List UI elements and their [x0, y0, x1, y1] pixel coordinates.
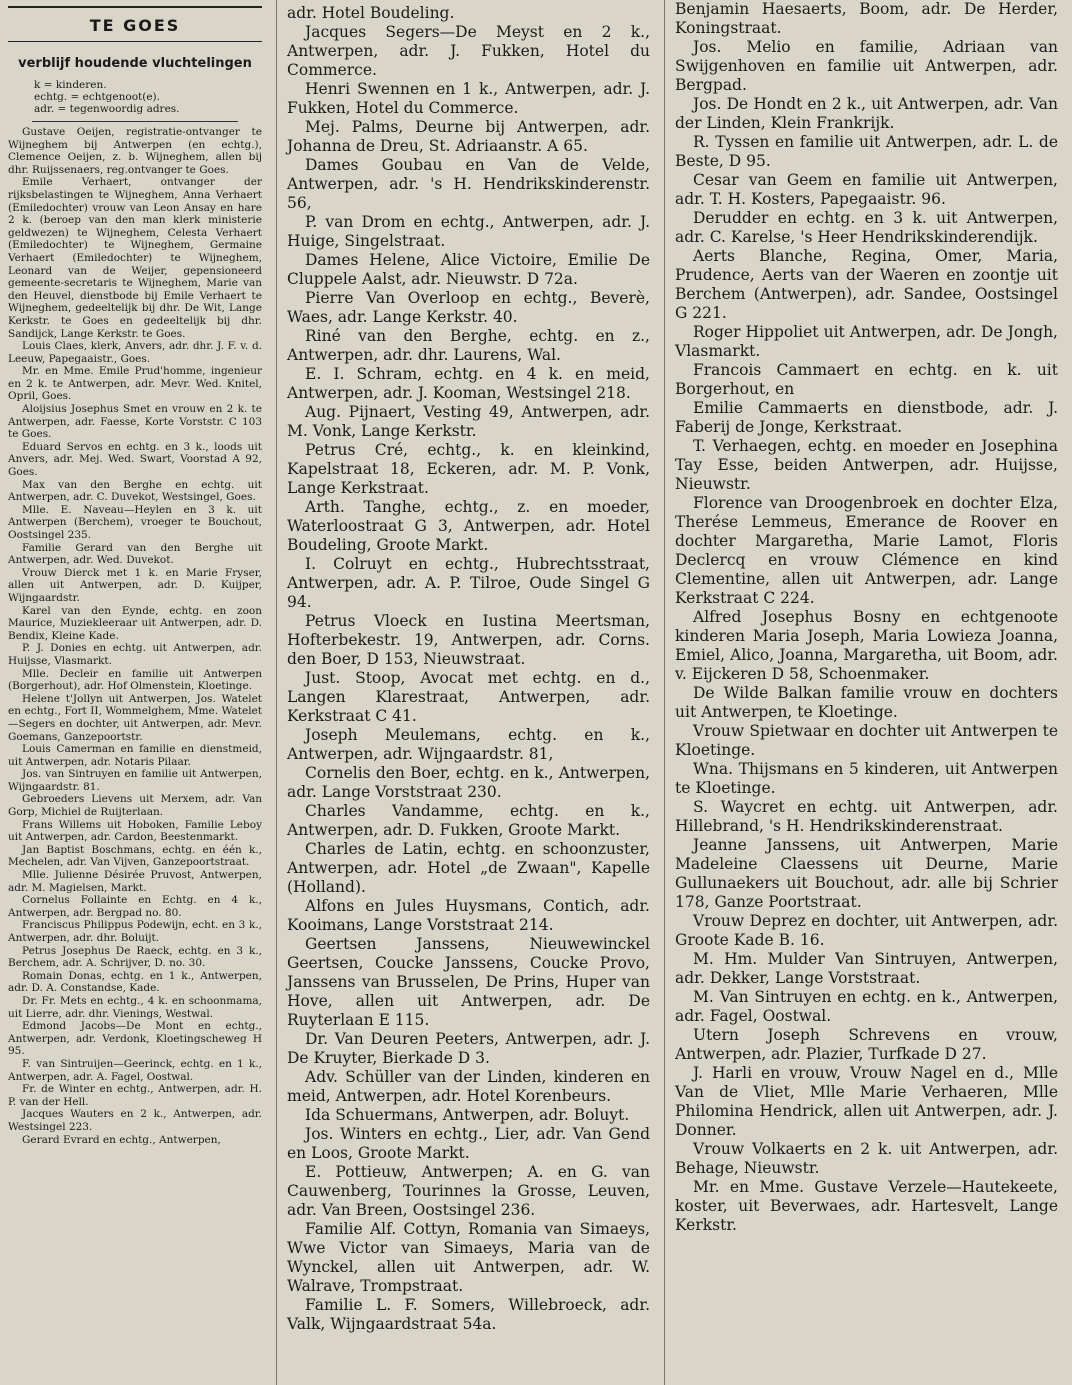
- list-item: Derudder en echtg. en 3 k. uit Antwerpen, adr. C. Karelse, 's Heer Hendrikskinderendijk.: [675, 209, 1058, 246]
- list-item: Max van den Berghe en echtg. uit Antwerpen, adr. C. Duvekot, Westsingel, Goes.: [8, 478, 262, 504]
- list-item: Francois Cammaert en echtg. en k. uit Borgerhout, en: [675, 361, 1058, 398]
- list-item: Roger Hippoliet uit Antwerpen, adr. De Jongh, Vlasmarkt.: [675, 323, 1058, 360]
- list-item: Utern Joseph Schrevens en vrouw, Antwerpen, adr. Plazier, Turfkade D 27.: [675, 1026, 1058, 1063]
- list-item: Louis Claes, klerk, Anvers, adr. dhr. J. F. v. d. Leeuw, Papegaaistr., Goes.: [8, 340, 262, 365]
- list-item: Vrouw Deprez en dochter, uit Antwerpen, adr. Groote Kade B. 16.: [675, 912, 1058, 949]
- column-1: [4, 0, 270, 1385]
- list-item: Mej. Palms, Deurne bij Antwerpen, adr. Johanna de Dreu, St. Adriaanstr. A 65.: [287, 118, 650, 155]
- list-item: Arth. Tanghe, echtg., z. en moeder, Waterloostraat G 3, Antwerpen, adr. Hotel Boudeling, Groote Markt.: [287, 498, 650, 554]
- list-item: Edmond Jacobs—De Mont en echtg., Antwerpen, adr. Verdonk, Kloetingscheweg H 95.: [8, 1020, 262, 1058]
- list-item: Dames Helene, Alice Victoire, Emilie De Cluppele Aalst, adr. Nieuwstr. D 72a.: [287, 251, 650, 288]
- list-item: Jacques Segers—De Meyst en 2 k., Antwerpen, adr. J. Fukken, Hotel du Commerce.: [287, 23, 650, 79]
- list-item: Pierre Van Overloop en echtg., Beverè, Waes, adr. Lange Kerkstr. 40.: [287, 289, 650, 326]
- list-item: Jos. van Sintruyen en familie uit Antwerpen, Wijngaardstr. 81.: [8, 768, 262, 793]
- column-2: [276, 0, 660, 1385]
- list-item: Ida Schuermans, Antwerpen, adr. Boluyt.: [305, 1106, 630, 1124]
- list-item: P. J. Donies en echtg. uit Antwerpen, adr. Huijsse, Vlasmarkt.: [8, 642, 262, 667]
- list-item: Benjamin Haesaerts, Boom, adr. De Herder, Koningstraat.: [675, 0, 1058, 37]
- entries-list: [8, 126, 262, 1146]
- list-item: Emile Verhaert, ontvanger der rijksbelastingen te Wijneghem, Anna Verhaert (Emiledochter) vrouw van Leon Ansay en hare 2 k. (beroep van den man klerk ministerie geldwezen) te Wijneghem, Celesta Verhaert (Emiledochter) te Wijneghem, Germaine Verhaert (Emiledochter) te Wijneghem, Leonard van de Weijer, gepensioneerd gemeente-secretaris te Wijneghem, Marie van den Heuvel, dienstbode bij Emile Verhaert te Wijneghem, gedeeltelijk bij dhr. De Wit, Lange Kerkstr. te Goes en gedeeltelijk bij dhr. Sandijck, Lange Kerkstr. te Goes.: [8, 176, 262, 340]
- list-item: Wna. Thijsmans en 5 kinderen, uit Antwerpen te Kloetinge.: [675, 760, 1058, 797]
- list-item: Louis Camerman en familie en dienstmeid, uit Antwerpen, adr. Notaris Pilaar.: [8, 743, 262, 768]
- list-item: Henri Swennen en 1 k., Antwerpen, adr. J. Fukken, Hotel du Commerce.: [287, 80, 650, 117]
- list-item: Jos. De Hondt en 2 k., uit Antwerpen, adr. Van der Linden, Klein Frankrijk.: [675, 95, 1058, 132]
- column-3: [664, 0, 1068, 1385]
- list-item: Petrus Cré, echtg., k. en kleinkind, Kapelstraat 18, Eckeren, adr. M. P. Vonk, Lange Kerkstraat.: [287, 441, 650, 497]
- list-item: T. Verhaegen, echtg. en moeder en Josephina Tay Esse, beiden Antwerpen, adr. Huijsse, Nieuwstr.: [675, 437, 1058, 493]
- list-item: Karel van den Eynde, echtg. en zoon Maurice, Muziekleeraar uit Antwerpen, adr. D. Bendix, Kleine Kade.: [8, 604, 262, 642]
- legend-item: adr. = tegenwoordig adres.: [34, 103, 180, 115]
- list-item: J. Harli en vrouw, Vrouw Nagel en d., Mlle Van de Vliet, Mlle Marie Verhaeren, Mlle Philomina Hendrick, allen uit Antwerpen, adr. J. Donner.: [675, 1064, 1058, 1139]
- list-item: De Wilde Balkan familie vrouw en dochters uit Antwerpen, te Kloetinge.: [675, 684, 1058, 721]
- entries-list: [675, 0, 1058, 1235]
- list-item: Mlle. Julienne Désirée Pruvost, Antwerpen, adr. M. Magielsen, Markt.: [8, 869, 262, 894]
- list-item: Cornelis den Boer, echtg. en k., Antwerpen, adr. Lange Vorststraat 230.: [287, 764, 650, 801]
- list-item: Riné van den Berghe, echtg. en z., Antwerpen, adr. dhr. Laurens, Wal.: [287, 327, 650, 364]
- list-item: Geertsen Janssens, Nieuwewinckel Geertsen, Coucke Janssens, Coucke Provo, Janssens van Brusselen, De Prins, Huper van Hove, allen uit Antwerpen, adr. De Ruyterlaan E 115.: [287, 935, 650, 1029]
- list-item: Alfred Josephus Bosny en echtgenoote kinderen Maria Joseph, Maria Lowieza Joanna, Emiel, Alico, Joanna, Margaretha, uit Boom, adr. v. Eijckeren D 58, Schoenmaker.: [675, 608, 1058, 683]
- list-item: Fr. de Winter en echtg., Antwerpen, adr. H. P. van der Hell.: [8, 1083, 262, 1108]
- list-item: Dr. Van Deuren Peeters, Antwerpen, adr. J. De Kruyter, Bierkade D 3.: [287, 1030, 650, 1067]
- list-item: Jeanne Janssens, uit Antwerpen, Marie Madeleine Claessens uit Deurne, Marie Gullunaekers uit Bouchout, adr. alle bij Schrier 178, Ganze Poortstraat.: [675, 836, 1058, 911]
- list-item: Gustave Oeijen, registratie-ontvanger te Wijneghem bij Antwerpen (en echtg.), Clemence Oeijen, z. b. Wijneghem, allen bij dhr. Ruijssenaers, reg.ontvanger te Goes.: [8, 126, 262, 176]
- list-item: S. Waycret en echtg. uit Antwerpen, adr. Hillebrand, 's H. Hendrikskinderenstraat.: [675, 798, 1058, 835]
- list-item: Helene t'Jollyn uit Antwerpen, Jos. Watelet en echtg., Fort II, Wommelghem, Mme. Watelet—Segers en dochter, uit Antwerpen, adr. Mevr. Goemans, Ganzepoortstr.: [8, 692, 262, 743]
- list-item: M. Van Sintruyen en echtg. en k., Antwerpen, adr. Fagel, Oostwal.: [675, 988, 1058, 1025]
- list-item: R. Tyssen en familie uit Antwerpen, adr. L. de Beste, D 95.: [675, 133, 1058, 170]
- list-item: Aug. Pijnaert, Vesting 49, Antwerpen, adr. M. Vonk, Lange Kerkstr.: [287, 403, 650, 440]
- list-item: Dr. Fr. Mets en echtg., 4 k. en schoonmama, uit Lierre, adr. dhr. Vienings, Westwal.: [8, 994, 262, 1020]
- list-item: Adv. Schüller van der Linden, kinderen en meid, Antwerpen, adr. Hotel Korenbeurs.: [287, 1068, 650, 1105]
- list-item: I. Colruyt en echtg., Hubrechtsstraat, Antwerpen, adr. A. P. Tilroe, Oude Singel G 94.: [287, 555, 650, 611]
- list-item: Cesar van Geem en familie uit Antwerpen, adr. T. H. Kosters, Papegaaistr. 96.: [675, 171, 1058, 208]
- list-item: P. van Drom en echtg., Antwerpen, adr. J. Huige, Singelstraat.: [287, 213, 650, 250]
- divider: [32, 121, 238, 122]
- list-item: Jacques Wauters en 2 k., Antwerpen, adr. Westsingel 223.: [8, 1108, 262, 1133]
- list-item: Familie Alf. Cottyn, Romania van Simaeys, Wwe Victor van Simaeys, Maria van de Wynckel, allen uit Antwerpen, adr. W. Walrave, Trompstraat.: [287, 1220, 650, 1295]
- list-item: Alfons en Jules Huysmans, Contich, adr. Kooimans, Lange Vorststraat 214.: [287, 897, 650, 934]
- list-item: Mr. en Mme. Gustave Verzele—Hautekeete, koster, uit Beverwaes, adr. Hartesvelt, Lange Kerkstr.: [675, 1178, 1058, 1234]
- list-item: Romain Donas, echtg. en 1 k., Antwerpen, adr. D. A. Constandse, Kade.: [8, 969, 262, 995]
- entries-list: [287, 4, 650, 1334]
- list-item: Aloijsius Josephus Smet en vrouw en 2 k. te Antwerpen, adr. Faesse, Korte Vorststr. C 103 te Goes.: [8, 403, 262, 441]
- list-item: Jan Baptist Boschmans, echtg. en één k., Mechelen, adr. Van Vijven, Ganzepoortstraat.: [8, 843, 262, 869]
- list-item: Gebroeders Lievens uit Merxem, adr. Van Gorp, Michiel de Ruijterlaan.: [8, 793, 262, 819]
- list-item: Familie Gerard van den Berghe uit Antwerpen, adr. Wed. Duvekot.: [8, 541, 262, 567]
- page-title: TE GOES: [89, 16, 181, 35]
- list-item: Cornelus Follainte en Echtg. en 4 k., Antwerpen, adr. Bergpad no. 80.: [8, 894, 262, 919]
- list-item: Charles de Latin, echtg. en schoonzuster, Antwerpen, adr. Hotel „de Zwaan", Kapelle (Holland).: [287, 840, 650, 896]
- list-item: Gerard Evrard en echtg., Antwerpen,: [22, 1133, 221, 1146]
- list-item: Joseph Meulemans, echtg. en k., Antwerpen, adr. Wijngaardstr. 81,: [287, 726, 650, 763]
- legend: [8, 79, 262, 115]
- list-item: Vrouw Volkaerts en 2 k. uit Antwerpen, adr. Behage, Nieuwstr.: [675, 1140, 1058, 1177]
- list-item: Mr. en Mme. Emile Prud'homme, ingenieur en 2 k. te Antwerpen, adr. Mevr. Wed. Knitel, Opril, Goes.: [8, 365, 262, 403]
- list-item: M. Hm. Mulder Van Sintruyen, Antwerpen, adr. Dekker, Lange Vorststraat.: [675, 950, 1058, 987]
- list-item: Petrus Vloeck en Iustina Meertsman, Hofterbekestr. 19, Antwerpen, adr. Corns. den Boer, D 153, Nieuwstraat.: [287, 612, 650, 668]
- header-box: [8, 6, 262, 42]
- list-item: Emilie Cammaerts en dienstbode, adr. J. Faberij de Jonge, Kerkstraat.: [675, 399, 1058, 436]
- list-item: Familie L. F. Somers, Willebroeck, adr. Valk, Wijngaardstraat 54a.: [287, 1296, 650, 1333]
- list-item: Petrus Josephus De Raeck, echtg. en 3 k., Berchem, adr. A. Schrijver, D. no. 30.: [8, 944, 262, 970]
- list-item: E. Pottieuw, Antwerpen; A. en G. van Cauwenberg, Tourinnes la Grosse, Leuven, adr. Van Breen, Oostsingel 236.: [287, 1163, 650, 1219]
- list-item: Mlle. Decleir en familie uit Antwerpen (Borgerhout), adr. Hof Olmenstein, Kloetinge.: [8, 667, 262, 693]
- list-item: Just. Stoop, Avocat met echtg. en d., Langen Klarestraat, Antwerpen, adr. Kerkstraat C 41.: [287, 669, 650, 725]
- list-item: Mlle. E. Naveau—Heylen en 3 k. uit Antwerpen (Berchem), vroeger te Bouchout, Oostsingel 235.: [8, 503, 262, 541]
- list-item: Florence van Droogenbroek en dochter Elza, Therése Lemmeus, Emerance de Roover en dochter Margaretha, Marie Lamot, Floris Declercq en vrouw Clémence en kind Clementine, allen uit Antwerpen, adr. Lange Kerkstraat C 224.: [675, 494, 1058, 607]
- list-item: adr. Hotel Boudeling.: [287, 4, 455, 22]
- list-item: F. van Sintruijen—Geerinck, echtg. en 1 k., Antwerpen, adr. A. Fagel, Oostwal.: [8, 1057, 262, 1083]
- list-item: Vrouw Dierck met 1 k. en Marie Fryser, allen uit Antwerpen, adr. D. Kuijper, Wijngaardstr.: [8, 566, 262, 604]
- list-item: Franciscus Philippus Podewijn, echt. en 3 k., Antwerpen, adr. dhr. Boluijt.: [8, 919, 262, 944]
- list-item: Charles Vandamme, echtg. en k., Antwerpen, adr. D. Fukken, Groote Markt.: [287, 802, 650, 839]
- list-item: Jos. Melio en familie, Adriaan van Swijgenhoven en familie uit Antwerpen, adr. Bergpad.: [675, 38, 1058, 94]
- list-item: Vrouw Spietwaar en dochter uit Antwerpen te Kloetinge.: [675, 722, 1058, 759]
- legend-item: echtg. = echtgenoot(e).: [34, 91, 160, 103]
- list-item: Frans Willems uit Hoboken, Familie Leboy uit Antwerpen, adr. Cardon, Beestenmarkt.: [8, 818, 262, 844]
- list-item: Aerts Blanche, Regina, Omer, Maria, Prudence, Aerts van der Waeren en zoontje uit Berchem (Antwerpen), adr. Sandee, Oostsingel G 221.: [675, 247, 1058, 322]
- list-item: Eduard Servos en echtg. en 3 k., loods uit Anvers, adr. Mej. Wed. Swart, Voorstad A 92, Goes.: [8, 440, 262, 479]
- list-item: Jos. Winters en echtg., Lier, adr. Van Gend en Loos, Groote Markt.: [287, 1125, 650, 1162]
- section-subtitle: verblijf houdende vluchtelingen: [18, 56, 252, 71]
- list-item: Dames Goubau en Van de Velde, Antwerpen, adr. 's H. Hendrikskinderenstr. 56,: [287, 156, 650, 212]
- legend-item: k = kinderen.: [34, 79, 107, 91]
- list-item: E. I. Schram, echtg. en 4 k. en meid, Antwerpen, adr. J. Kooman, Westsingel 218.: [287, 365, 650, 402]
